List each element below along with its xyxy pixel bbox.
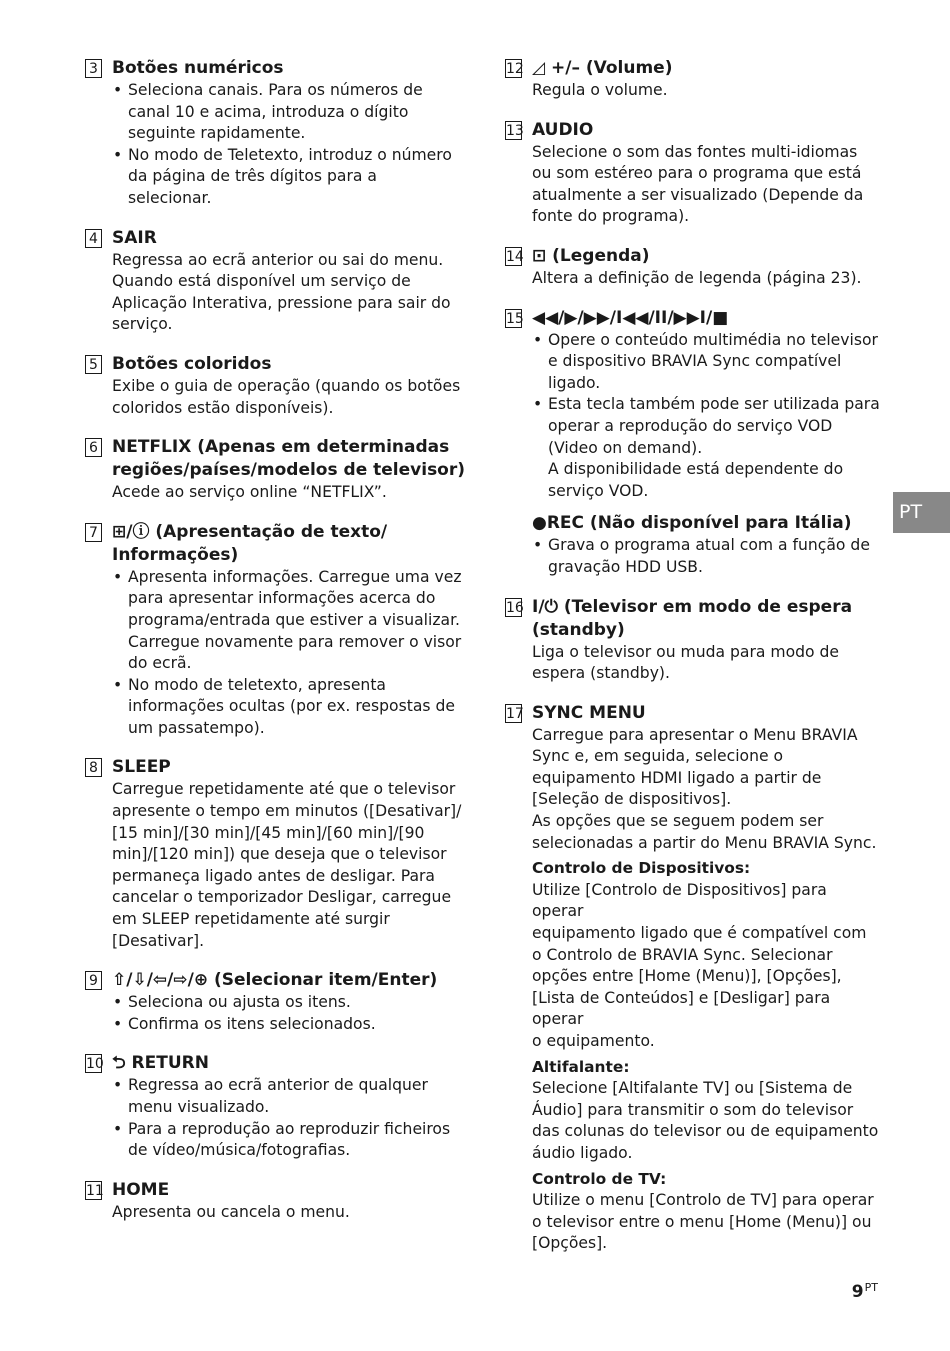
section-title: NETFLIX (Apenas em determinadas regiões/países/modelos de televisor) [112, 437, 466, 481]
subsection-text: Utilize o menu [Controlo de TV] para operar o televisor entre o menu [Home (Menu)] ou [Opções]. [532, 1191, 874, 1253]
section-body [505, 642, 883, 685]
item-number-box: 17 [506, 705, 524, 722]
section-text: Carregue para apresentar o Menu BRAVIA Sync e, em seguida, selecione o equipamento HDMI ligado a partir de [Seleção de dispositivos]. As opções que se seguem podem ser selecionadas a partir do Menu BRAVIA Sync. [532, 725, 877, 852]
left-column [85, 57, 465, 1240]
section-body [85, 1202, 465, 1224]
section-body [505, 268, 883, 290]
section-title: I/⏻ (Televisor em modo de espera (standby) [532, 596, 853, 640]
section-heading [505, 307, 883, 330]
section-heading [505, 596, 883, 642]
right-column [505, 57, 883, 1272]
item-number-box: 12 [506, 61, 524, 77]
section-item-17 [505, 702, 883, 1255]
item-number-box: 11 [86, 1182, 104, 1199]
section-body [505, 330, 883, 579]
section-text: Acede ao serviço online “NETFLIX”. [112, 483, 387, 502]
section-body [85, 1075, 465, 1161]
section-title: AUDIO [532, 119, 594, 140]
bullet-item: • Seleciona ou ajusta os itens. [112, 992, 465, 1014]
section-heading [85, 1052, 465, 1075]
bullet-list [112, 1075, 465, 1161]
section-title: ◿ +/– (Volume) [532, 58, 673, 78]
section-heading [85, 1179, 465, 1202]
section-title: SAIR [112, 227, 157, 248]
section-body [85, 250, 465, 336]
section-title: ⊞/ⓘ (Apresentação de texto/ Informações) [112, 521, 388, 565]
section-item-12 [505, 57, 883, 102]
section-body [85, 482, 465, 504]
section-item-10 [85, 1052, 465, 1161]
section-text: Selecione o som das fontes multi-idiomas ou som estéreo para o programa que está atualmente a ser visualizado (Depende da fonte do programa). [532, 142, 864, 226]
subsection-title: Altifalante: [532, 1057, 630, 1076]
section-body [505, 142, 883, 228]
section-body [505, 725, 883, 1255]
item-number-box: 8 [85, 758, 102, 777]
section-text: Regula o volume. [532, 81, 668, 99]
section-heading [85, 521, 465, 567]
bullet-item: • Grava o programa atual com a função de gravação HDD USB. [532, 535, 883, 578]
section-title: Botões numéricos [112, 58, 284, 78]
section-item-15 [505, 307, 883, 579]
bullet-item: • Regressa ao ecrã anterior de qualquer menu visualizado. [112, 1075, 465, 1118]
subsection-text: Utilize [Controlo de Dispositivos] para operar equipamento ligado que é compatível com o Controlo de BRAVIA Sync. Selecionar opções entre [Home (Menu)], [Opções], [Lista de Conteúdos] e [Desligar] para operar o equipamento. [532, 880, 867, 1050]
section-text: Exibe o guia de operação (quando os botões coloridos estão disponíveis). [112, 376, 461, 417]
bullet-item: • No modo de teletexto, apresenta informações ocultas (por ex. respostas de um passatempo). [112, 675, 465, 740]
bullet-item: • No modo de Teletexto, introduz o número da página de três dígitos para a selecionar. [112, 145, 465, 210]
item-number-box: 5 [85, 355, 102, 374]
bullet-list [532, 330, 883, 503]
bullet-list [532, 535, 883, 578]
section-title: HOME [112, 1179, 170, 1200]
item-number-box: 7 [85, 523, 102, 542]
section-body [85, 80, 465, 210]
section-item-16 [505, 596, 883, 685]
section-heading [85, 57, 465, 80]
item-number-box: 4 [85, 229, 102, 248]
section-item-8 [85, 756, 465, 952]
bullet-item: • Apresenta informações. Carregue uma vez para apresentar informações acerca do programa/entrada que estiver a visualizar. Carregue novamente para remover o visor do ecrã. [112, 567, 465, 675]
section-heading [505, 57, 883, 80]
section-heading [505, 119, 883, 142]
rec-subheading: ●REC (Não disponível para Itália) [532, 513, 852, 534]
section-item-4 [85, 227, 465, 336]
section-title: Botões coloridos [112, 353, 272, 374]
section-heading [505, 702, 883, 725]
section-item-9 [85, 969, 465, 1035]
section-text: Apresenta ou cancela o menu. [112, 1202, 350, 1221]
item-number-box: 15 [506, 310, 524, 327]
section-item-6 [85, 436, 465, 504]
section-heading [85, 353, 465, 376]
section-item-7 [85, 521, 465, 740]
section-text: Regressa ao ecrã anterior ou sai do menu. Quando está disponível um serviço de Aplicação Interativa, pressione para sair do serviço. [112, 250, 451, 334]
item-number-box: 6 [85, 438, 102, 457]
section-heading [85, 227, 465, 250]
section-title: ⊡ (Legenda) [532, 245, 650, 266]
item-number-box: 10 [86, 1056, 104, 1073]
section-item-5 [85, 353, 465, 419]
item-number-box: 14 [506, 248, 524, 265]
bullet-list [112, 80, 465, 210]
section-text: Liga o televisor ou muda para modo de espera (standby). [532, 642, 840, 683]
section-title: SLEEP [112, 757, 171, 778]
section-title: ◀◀/▶/▶▶/I◀◀/II/▶▶I/■ [532, 307, 729, 328]
section-body [85, 376, 465, 419]
language-tab: PT [893, 492, 950, 533]
section-text: Carregue repetidamente até que o televisor apresente o tempo em minutos ([Desativar]/ [15 min]/[30 min]/[45 min]/[60 min]/[90 min]/[120 min]) que deseja que o televisor permaneça ligado antes de desligar. Para cancelar o temporizador Desligar, carregue em SLEEP repetidamente até surgir [Desativar]. [112, 780, 462, 950]
bullet-item: • Confirma os itens selecionados. [112, 1014, 465, 1036]
bullet-list [112, 992, 465, 1035]
subsection-title: Controlo de TV: [532, 1169, 667, 1188]
bullet-item: • Seleciona canais. Para os números de canal 10 e acima, introduza o dígito seguinte rapidamente. [112, 80, 465, 145]
section-title: SYNC MENU [532, 702, 646, 723]
item-number-box: 9 [85, 971, 102, 990]
bullet-item: • Opere o conteúdo multimédia no televisor e dispositivo BRAVIA Sync compatível ligado. [532, 330, 883, 395]
bullet-item: • Esta tecla também pode ser utilizada para operar a reprodução do serviço VOD (Video on demand). A disponibilidade está dependente do serviço VOD. [532, 394, 883, 502]
section-item-11 [85, 1179, 465, 1224]
section-text: Altera a definição de legenda (página 23). [532, 268, 862, 287]
section-body [85, 567, 465, 740]
item-number-box: 3 [85, 59, 102, 78]
subsection-title: Controlo de Dispositivos: [532, 859, 751, 878]
section-body [85, 992, 465, 1035]
section-title: ⇧/⇩/⇦/⇨/⊕ (Selecionar item/Enter) [112, 970, 438, 991]
section-item-13 [505, 119, 883, 228]
section-heading [85, 756, 465, 779]
section-body [85, 779, 465, 952]
section-heading [85, 436, 465, 482]
section-heading [505, 245, 883, 268]
item-number-box: 16 [506, 599, 524, 616]
section-title: ⮌ RETURN [112, 1053, 209, 1074]
subsection-text: Selecione [Altifalante TV] ou [Sistema de Áudio] para transmitir o som do televisor das colunas do televisor ou de equipamento áudio ligado. [532, 1079, 879, 1162]
page-number: $9^{PT}$ [851, 1281, 878, 1302]
section-item-3 [85, 57, 465, 210]
item-number-box: 13 [506, 122, 524, 139]
section-item-14 [505, 245, 883, 290]
bullet-item: • Para a reprodução ao reproduzir ficheiros de vídeo/música/fotografias. [112, 1119, 465, 1162]
section-heading [85, 969, 465, 992]
section-body [505, 80, 883, 102]
bullet-list [112, 567, 465, 740]
